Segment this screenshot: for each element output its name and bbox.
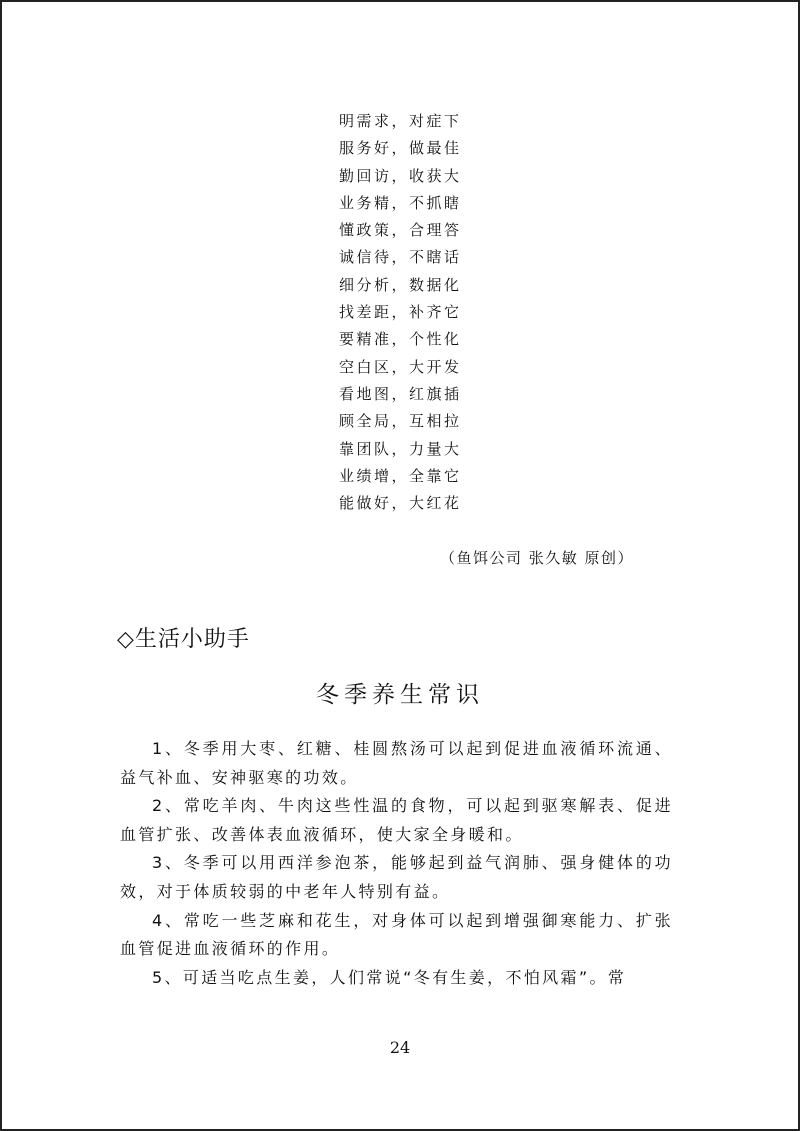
poem-line: 要精准，个性化 — [339, 330, 462, 349]
article-paragraph: 3、冬季可以用西洋参泡茶，能够起到益气润肺、强身健体的功效，对于体质较弱的中老年人特别有益。 — [120, 853, 673, 901]
poem-line: 勤回访，收获大 — [339, 166, 462, 185]
poem-line: 细分析，数据化 — [339, 275, 462, 294]
poem-line: 空白区，大开发 — [339, 357, 462, 376]
poem-attribution: （鱼饵公司 张久敏 原创） — [440, 549, 635, 567]
poem-line: 看地图，红旗插 — [339, 384, 462, 403]
article-title: 冬季养生常识 — [316, 682, 484, 708]
article-paragraph: 4、常吃一些芝麻和花生，对身体可以起到增强御寒能力、扩张血管促进血液循环的作用。 — [120, 910, 673, 959]
poem-line: 顾全局，互相拉 — [339, 412, 462, 431]
poem-line: 服务好，做最佳 — [339, 139, 462, 158]
poem — [339, 108, 479, 517]
poem-line: 懂政策，合理答 — [339, 221, 462, 240]
poem-line: 靠团队，力量大 — [339, 439, 462, 458]
poem-line: 找差距，补齐它 — [339, 303, 462, 322]
poem-line: 能做好，大红花 — [339, 494, 462, 513]
section-heading: ◇生活小助手 — [117, 627, 250, 652]
article-paragraph: 2、常吃羊肉、牛肉这些性温的食物，可以起到驱寒解表、促进血管扩张、改善体表血液循环，使大家全身暖和。 — [120, 796, 673, 844]
poem-line: 业绩增，全靠它 — [339, 466, 462, 485]
article-body — [120, 735, 673, 992]
poem-line: 业务精，不抓瞎 — [339, 193, 462, 212]
article-paragraph: 5、可适当吃点生姜，人们常说“冬有生姜，不怕风霜”。常 — [152, 967, 627, 987]
poem-line: 明需求，对症下 — [339, 112, 462, 130]
poem-line: 诚信待，不瞎话 — [339, 248, 462, 267]
article-paragraph: 1、冬季用大枣、红糖、桂圆熬汤可以起到促进血液循环流通、益气补血、安神驱寒的功效。 — [120, 739, 673, 787]
page-number: 24 — [389, 1038, 411, 1057]
